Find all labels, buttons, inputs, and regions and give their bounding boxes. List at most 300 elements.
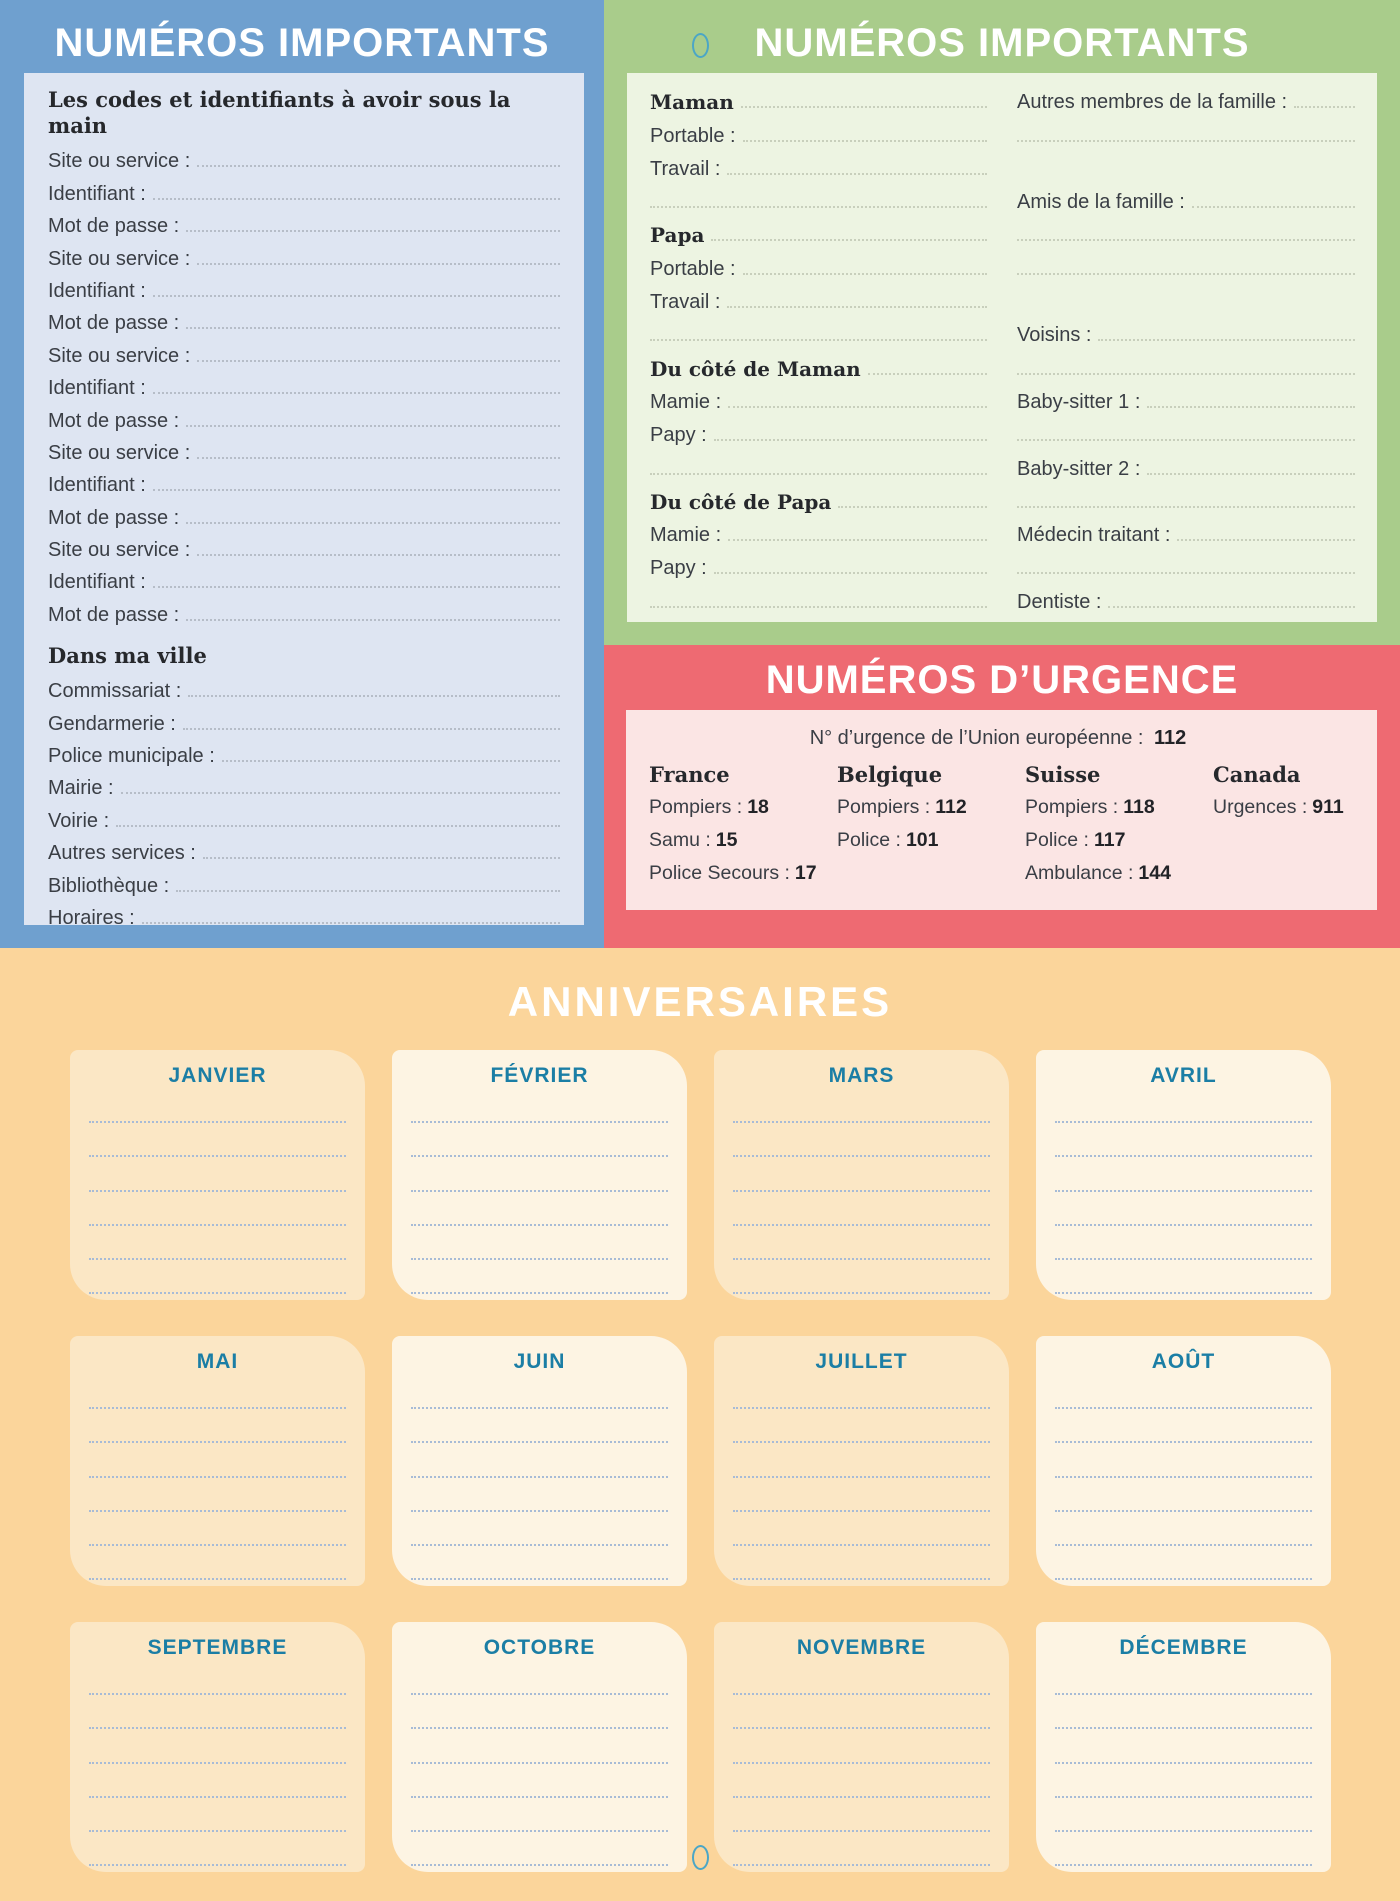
birthday-fill-line [733,1798,990,1832]
fill-in-line [153,392,560,394]
month-card [392,1050,687,1300]
emergency-number-label: Pompiers : [837,796,931,818]
month-title: SEPTEMBRE [147,1636,288,1659]
birthday-fill-line [89,1260,346,1294]
birthday-fill-line [411,1764,668,1798]
fill-in-line [728,406,987,408]
birthday-fill-line [733,1546,990,1580]
group-heading-row [650,85,987,118]
fill-in-line [868,373,987,375]
fill-in-line [743,273,987,275]
emergency-number-label: Samu : [649,829,711,851]
form-field-row [48,740,560,772]
emergency-number-label: Police : [1025,829,1089,851]
field-label: Amis de la famille : [1017,191,1185,214]
month-title: OCTOBRE [483,1636,596,1659]
punch-hole-icon [692,33,709,58]
eu-emergency-number: 112 [1154,727,1187,749]
form-field-row [1017,451,1355,484]
birthday-fill-line [1055,1661,1312,1695]
group-heading-row [650,351,987,384]
birthday-fill-line [733,1695,990,1729]
emergency-number-row [837,791,1025,824]
birthday-fill-line [1055,1832,1312,1866]
country-column [649,758,837,890]
birthday-fill-line [411,1409,668,1443]
form-field-row [650,551,987,584]
emergency-number-row [649,857,837,890]
fill-in-line [1017,572,1355,574]
fill-in-line [650,606,987,608]
form-field-row [650,251,987,284]
birthday-fill-line [1055,1409,1312,1443]
month-title: AVRIL [1150,1064,1217,1087]
blank-fill-line-row [1017,551,1355,584]
form-field-row [48,242,560,274]
month-title: JUILLET [815,1350,908,1373]
month-title: JUIN [513,1350,566,1373]
group-heading-label: Du côté de Maman [650,356,861,381]
family-left-column [650,85,987,622]
emergency-number-value: 118 [1123,796,1155,818]
emergency-number-label: Police Secours : [649,862,790,884]
form-field-row [1017,518,1355,551]
field-label: Identifiant : [48,377,146,400]
field-label: Identifiant : [48,571,146,594]
fill-in-line [1017,373,1355,375]
form-field-row [1017,318,1355,351]
form-field-row [48,177,560,209]
birthday-fill-line [733,1260,990,1294]
form-field-row [48,339,560,371]
birthday-fill-line [1055,1764,1312,1798]
emergency-number-label: Ambulance : [1025,862,1134,884]
month-card [714,1622,1009,1872]
birthday-fill-line [733,1192,990,1226]
month-title: DÉCEMBRE [1119,1636,1248,1659]
emergency-number-label: Police : [837,829,901,851]
form-field-row [48,902,560,934]
birthday-fill-line [1055,1443,1312,1477]
birthday-fill-line [411,1260,668,1294]
field-label: Autres services : [48,842,196,865]
field-label: Médecin traitant : [1017,524,1171,547]
birthday-fill-line [89,1764,346,1798]
birthday-fill-line [733,1409,990,1443]
emergency-number-value: 117 [1093,829,1126,851]
country-column [1213,758,1347,890]
family-panel [627,73,1377,622]
month-title: NOVEMBRE [796,1636,927,1659]
family-section-title: NUMÉROS IMPORTANTS [754,21,1250,65]
fill-in-line [121,792,560,794]
field-label: Travail : [650,291,721,314]
birthday-fill-line [411,1695,668,1729]
form-field-row [48,707,560,739]
fill-in-line [197,165,560,167]
fill-in-line [1098,339,1355,341]
form-field-row [650,418,987,451]
emergency-number-row [649,791,837,824]
fill-in-line [197,554,560,556]
punch-hole-icon [692,1845,709,1870]
month-card [714,1336,1009,1586]
birthday-fill-line [733,1443,990,1477]
birthday-fill-line [89,1123,346,1157]
form-field-row [48,307,560,339]
family-numbers-section [604,0,1400,645]
group-heading-label: Maman [650,90,734,115]
birthday-fill-line [89,1546,346,1580]
month-card [70,1622,365,1872]
group-heading-label: Papa [650,223,705,248]
birthday-fill-line [411,1546,668,1580]
form-field-row [650,285,987,318]
codes-panel [24,73,584,929]
country-columns [649,758,1347,890]
field-label: Baby-sitter 2 : [1017,457,1141,480]
field-label: Baby-sitter 1 : [1017,390,1141,413]
blank-fill-line-row [650,451,987,484]
form-field-row [1017,584,1355,617]
fill-in-line [727,173,987,175]
form-field-row [48,501,560,533]
emergency-number-row [837,824,1025,857]
birthday-fill-line [411,1375,668,1409]
fill-in-line [714,572,987,574]
field-label: Mot de passe : [48,603,180,626]
form-field-row [650,518,987,551]
field-label: Police municipale : [48,745,215,768]
month-card [1036,1050,1331,1300]
fill-in-line [153,198,560,200]
month-card [714,1050,1009,1300]
blank-fill-line-row [1017,418,1355,451]
field-label: Identifiant : [48,182,146,205]
form-field-row [650,118,987,151]
birthday-fill-line [1055,1478,1312,1512]
birthday-fill-line [1055,1512,1312,1546]
birthday-fill-line [89,1478,346,1512]
fill-in-line [743,140,987,142]
field-label: Commissariat : [48,680,182,703]
fill-in-line [728,539,987,541]
month-title: MAI [196,1350,239,1373]
form-field-row [48,210,560,242]
birthday-fill-line [1055,1260,1312,1294]
eu-emergency-line [649,723,1347,753]
emergency-number-row [649,824,837,857]
birthday-fill-line [411,1478,668,1512]
fill-in-line [153,295,560,297]
form-field-row [1017,85,1355,118]
form-field-row [48,437,560,469]
fill-in-line [186,619,560,621]
fill-in-line [188,695,560,697]
fill-in-line [186,522,560,524]
birthday-fill-line [1055,1695,1312,1729]
birthday-fill-line [89,1192,346,1226]
months-grid [70,1050,1331,1872]
fill-in-line [176,890,560,892]
birthday-fill-line [89,1798,346,1832]
form-field-row [48,869,560,901]
fill-in-line [197,263,560,265]
emergency-section-title: NUMÉROS D’URGENCE [765,658,1239,702]
birthday-fill-line [89,1226,346,1260]
blank-fill-line-row [1017,351,1355,384]
country-column [837,758,1025,890]
field-label: Voisins : [1017,324,1092,347]
fill-in-line [1108,606,1355,608]
fill-in-line [186,425,560,427]
birthday-fill-line [89,1157,346,1191]
blank-fill-line-row [1017,118,1355,151]
month-card [1036,1336,1331,1586]
codes-panel-title: Les codes et identifiants à avoir sous la main [48,87,511,138]
birthday-fill-line [733,1512,990,1546]
emergency-number-row [1025,824,1213,857]
country-name: Belgique [837,762,943,787]
birthday-fill-line [411,1157,668,1191]
birthday-fill-line [411,1226,668,1260]
form-field-row [1017,185,1355,218]
field-label: Horaires : [48,906,135,929]
field-label: Gendarmerie : [48,712,176,735]
birthday-fill-line [733,1478,990,1512]
birthday-fill-line [89,1661,346,1695]
birthday-fill-line [411,1123,668,1157]
fill-in-line [650,206,987,208]
field-label: Site ou service : [48,150,191,173]
birthday-fill-line [1055,1798,1312,1832]
field-label: Identifiant : [48,279,146,302]
field-label: Mot de passe : [48,215,180,238]
birthday-fill-line [1055,1546,1312,1580]
form-field-row [1017,385,1355,418]
birthday-fill-line [89,1695,346,1729]
birthday-fill-line [411,1661,668,1695]
form-field-row [48,145,560,177]
fill-in-line [1147,473,1355,475]
field-label: Portable : [650,124,736,147]
field-label: Site ou service : [48,441,191,464]
blank-fill-line-row [650,318,987,351]
field-label: Site ou service : [48,344,191,367]
birthday-fill-line [733,1729,990,1763]
birthday-fill-line [89,1089,346,1123]
spacer-row [1017,285,1355,318]
fill-in-line [186,327,560,329]
emergency-number-row [1025,791,1213,824]
fill-in-line [727,306,987,308]
field-label: Mot de passe : [48,506,180,529]
fill-in-line [1177,539,1355,541]
form-field-row [48,275,560,307]
field-label: Portable : [650,257,736,280]
birthday-fill-line [89,1375,346,1409]
month-card [70,1050,365,1300]
codes-rows [48,145,560,631]
month-card [392,1336,687,1586]
fill-in-line [153,586,560,588]
form-field-row [48,675,560,707]
blank-fill-line-row [650,185,987,218]
emergency-number-label: Pompiers : [649,796,743,818]
birthday-fill-line [89,1443,346,1477]
birthday-fill-line [1055,1123,1312,1157]
city-rows [48,675,560,934]
fill-in-line [838,506,987,508]
birthday-fill-line [1055,1729,1312,1763]
emergency-panel [626,710,1377,910]
emergency-number-value: 15 [715,829,738,851]
form-field-row [650,385,987,418]
birthday-fill-line [89,1729,346,1763]
emergency-number-label: Urgences : [1213,796,1308,818]
field-label: Mot de passe : [48,409,180,432]
fill-in-line [1147,406,1355,408]
fill-in-line [183,728,560,730]
month-title: FÉVRIER [490,1064,589,1087]
birthday-fill-line [733,1832,990,1866]
birthday-fill-line [1055,1157,1312,1191]
fill-in-line [711,239,987,241]
birthday-fill-line [411,1443,668,1477]
birthday-fill-line [411,1192,668,1226]
month-title: JANVIER [168,1064,267,1087]
field-label: Dentiste : [1017,590,1102,613]
field-label: Mot de passe : [48,312,180,335]
emergency-number-label: Pompiers : [1025,796,1119,818]
emergency-number-value: 18 [747,796,769,818]
fill-in-line [1017,273,1355,275]
group-heading-row [650,485,987,518]
field-label: Identifiant : [48,474,146,497]
birthday-fill-line [1055,1089,1312,1123]
field-label: Site ou service : [48,247,191,270]
fill-in-line [714,439,987,441]
fill-in-line [186,230,560,232]
birthday-fill-line [733,1764,990,1798]
form-field-row [48,469,560,501]
form-field-row [48,404,560,436]
blank-fill-line-row [1017,218,1355,251]
fill-in-line [222,760,560,762]
birthday-fill-line [733,1123,990,1157]
fill-in-line [116,825,560,827]
emergency-number-value: 911 [1312,796,1344,818]
fill-in-line [142,922,560,924]
birthday-fill-line [411,1798,668,1832]
spacer-row [1017,152,1355,185]
country-name: Canada [1213,762,1301,787]
country-name: Suisse [1025,762,1101,787]
month-title: AOÛT [1151,1350,1216,1373]
form-field-row [48,534,560,566]
fill-in-line [1192,206,1355,208]
city-subsection-title: Dans ma ville [48,642,207,668]
birthday-fill-line [411,1512,668,1546]
fill-in-line [1017,140,1355,142]
fill-in-line [197,360,560,362]
month-card [1036,1622,1331,1872]
birthday-fill-line [733,1089,990,1123]
fill-in-line [741,106,987,108]
birthday-fill-line [733,1226,990,1260]
birthday-fill-line [733,1375,990,1409]
fill-in-line [650,473,987,475]
fill-in-line [1017,506,1355,508]
group-heading-label: Du côté de Papa [650,489,832,514]
emergency-number-value: 101 [905,829,939,851]
emergency-number-value: 144 [1138,862,1171,884]
birthday-fill-line [1055,1226,1312,1260]
country-column [1025,758,1213,890]
fill-in-line [1017,439,1355,441]
codes-section-title: NUMÉROS IMPORTANTS [54,21,550,65]
field-label: Autres membres de la famille : [1017,91,1288,114]
birthday-fill-line [733,1157,990,1191]
birthday-fill-line [411,1832,668,1866]
field-label: Travail : [650,157,721,180]
field-label: Site ou service : [48,539,191,562]
fill-in-line [1294,106,1355,108]
emergency-number-row [1213,791,1347,824]
field-label: Papy : [650,557,707,580]
emergency-number-value: 112 [935,796,967,818]
form-field-row [650,152,987,185]
form-field-row [48,566,560,598]
blank-fill-line-row [650,584,987,617]
form-field-row [48,837,560,869]
fill-in-line [203,857,560,859]
emergency-section [604,645,1400,948]
birthday-fill-line [411,1089,668,1123]
form-field-row [48,804,560,836]
family-right-column [1017,85,1355,622]
field-label: Bibliothèque : [48,874,170,897]
emergency-number-value: 17 [794,862,817,884]
blank-fill-line-row [1017,251,1355,284]
field-label: Papy : [650,424,707,447]
birthday-fill-line [89,1512,346,1546]
fill-in-line [650,339,987,341]
emergency-number-row [1025,857,1213,890]
birthday-fill-line [411,1729,668,1763]
form-field-row [48,372,560,404]
country-name: France [649,762,730,787]
birthday-fill-line [89,1409,346,1443]
blank-fill-line-row [1017,485,1355,518]
birthday-fill-line [1055,1192,1312,1226]
field-label: Mairie : [48,777,114,800]
birthdays-section [0,948,1400,1901]
birthday-fill-line [1055,1375,1312,1409]
group-heading-row [650,218,987,251]
field-label: Voirie : [48,809,110,832]
birthdays-section-title: ANNIVERSAIRES [507,978,893,1025]
fill-in-line [197,457,560,459]
month-title: MARS [828,1064,895,1087]
field-label: Mamie : [650,524,722,547]
fill-in-line [1017,239,1355,241]
field-label: Mamie : [650,390,722,413]
birthday-fill-line [89,1832,346,1866]
fill-in-line [153,489,560,491]
month-card [70,1336,365,1586]
codes-section [0,0,604,948]
